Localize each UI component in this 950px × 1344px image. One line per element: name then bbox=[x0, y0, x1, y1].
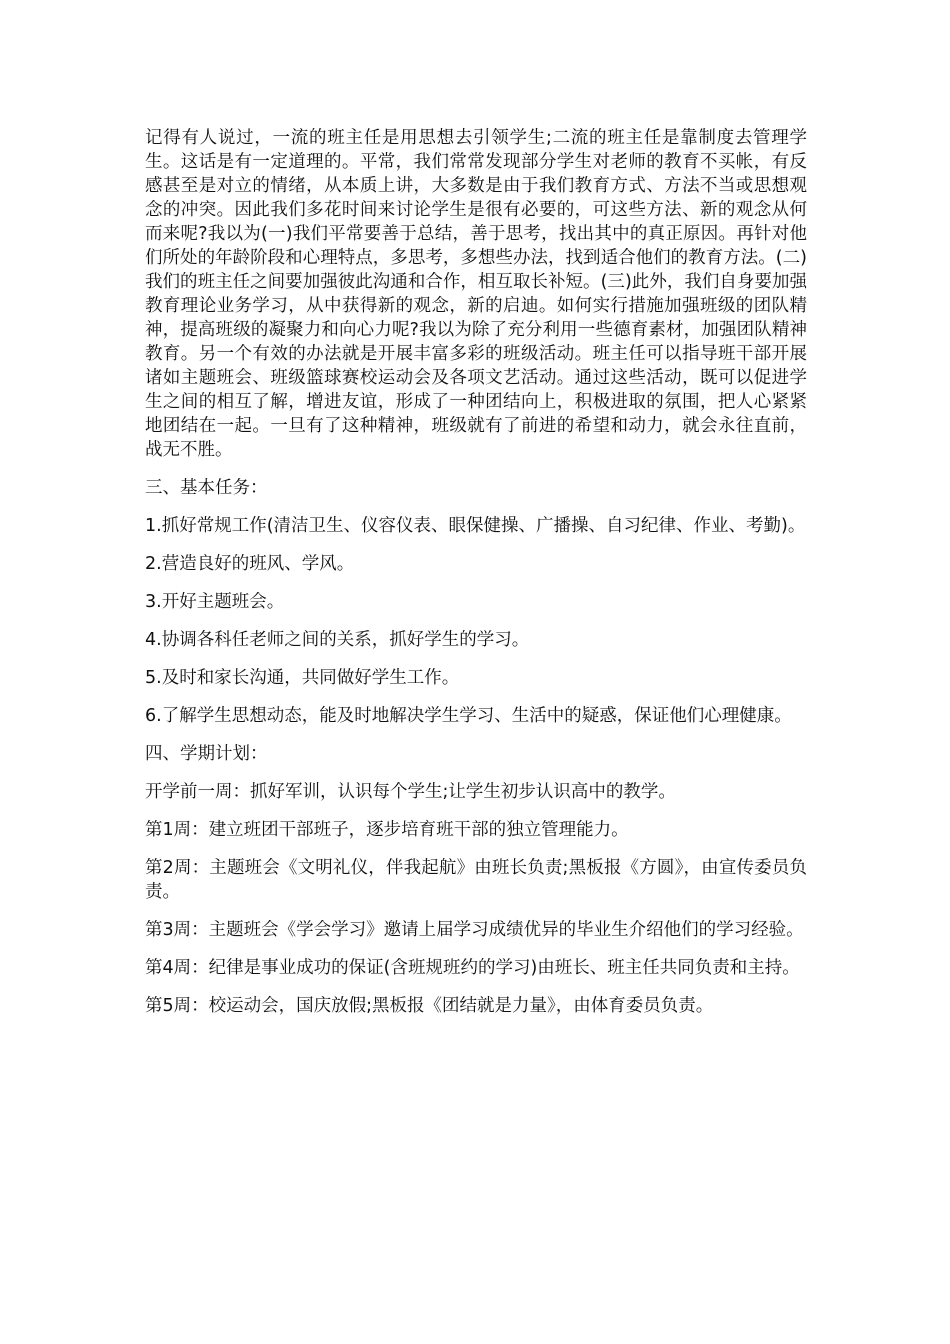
section-heading-basic-tasks: 三、基本任务： bbox=[145, 478, 268, 498]
task-item: 5.及时和家长沟通，共同做好学生工作。 bbox=[145, 668, 460, 688]
plan-item: 第2周：主题班会《文明礼仪，伴我起航》由班长负责;黑板报《方圆》，由宣传委员负责。 bbox=[145, 858, 807, 902]
plan-item: 第4周：纪律是事业成功的保证(含班规班约的学习)由班长、班主任共同负责和主持。 bbox=[145, 958, 800, 978]
task-item: 1.抓好常规工作(清洁卫生、仪容仪表、眼保健操、广播操、自习纪律、作业、考勤)。 bbox=[145, 516, 806, 536]
task-item: 4.协调各科任老师之间的关系，抓好学生的学习。 bbox=[145, 630, 530, 650]
intro-paragraph: 记得有人说过，一流的班主任是用思想去引领学生;二流的班主任是靠制度去管理学生。这话是有一定道理的。平常，我们常常发现部分学生对老师的教育不买帐，有反感甚至是对立的情绪，从本质上讲，大多数是由于我们教育方式、方法不当或思想观念的冲突。因此我们多花时间来讨论学生是很有必要的，可这些方法、新的观念从何而来呢?我以为(一)我们平常要善于总结，善于思考，找出其中的真正原因。再针对他们所处的年龄阶段和心理特点，多思考，多想些办法，找到适合他们的教育方法。(二)我们的班主任之间要加强彼此沟通和合作，相互取长补短。(三)此外，我们自身要加强教育理论业务学习，从中获得新的观念，新的启迪。如何实行措施加强班级的团队精神，提高班级的凝聚力和向心力呢?我以为除了充分利用一些德育素材，加强团队精神教育。另一个有效的办法就是开展丰富多彩的班级活动。班主任可以指导班干部开展诸如主题班会、班级篮球赛校运动会及各项文艺活动。通过这些活动，既可以促进学生之间的相互了解，增进友谊，形成了一种团结向上，积极进取的氛围，把人心紧紧地团结在一起。一旦有了这种精神，班级就有了前进的希望和动力，就会永往直前，战无不胜。 bbox=[145, 128, 807, 460]
task-item: 3.开好主题班会。 bbox=[145, 592, 285, 612]
task-item: 6.了解学生思想动态，能及时地解决学生学习、生活中的疑惑，保证他们心理健康。 bbox=[145, 706, 792, 726]
section-heading-semester-plan: 四、学期计划： bbox=[145, 744, 268, 764]
plan-item: 第5周：校运动会，国庆放假;黑板报《团结就是力量》，由体育委员负责。 bbox=[145, 996, 714, 1016]
plan-item: 开学前一周：抓好军训，认识每个学生;让学生初步认识高中的教学。 bbox=[145, 782, 676, 802]
plan-item: 第1周：建立班团干部班子，逐步培育班干部的独立管理能力。 bbox=[145, 820, 629, 840]
task-item: 2.营造良好的班风、学风。 bbox=[145, 554, 355, 574]
plan-item: 第3周：主题班会《学会学习》邀请上届学习成绩优异的毕业生介绍他们的学习经验。 bbox=[145, 920, 804, 940]
document-body bbox=[145, 126, 807, 1032]
